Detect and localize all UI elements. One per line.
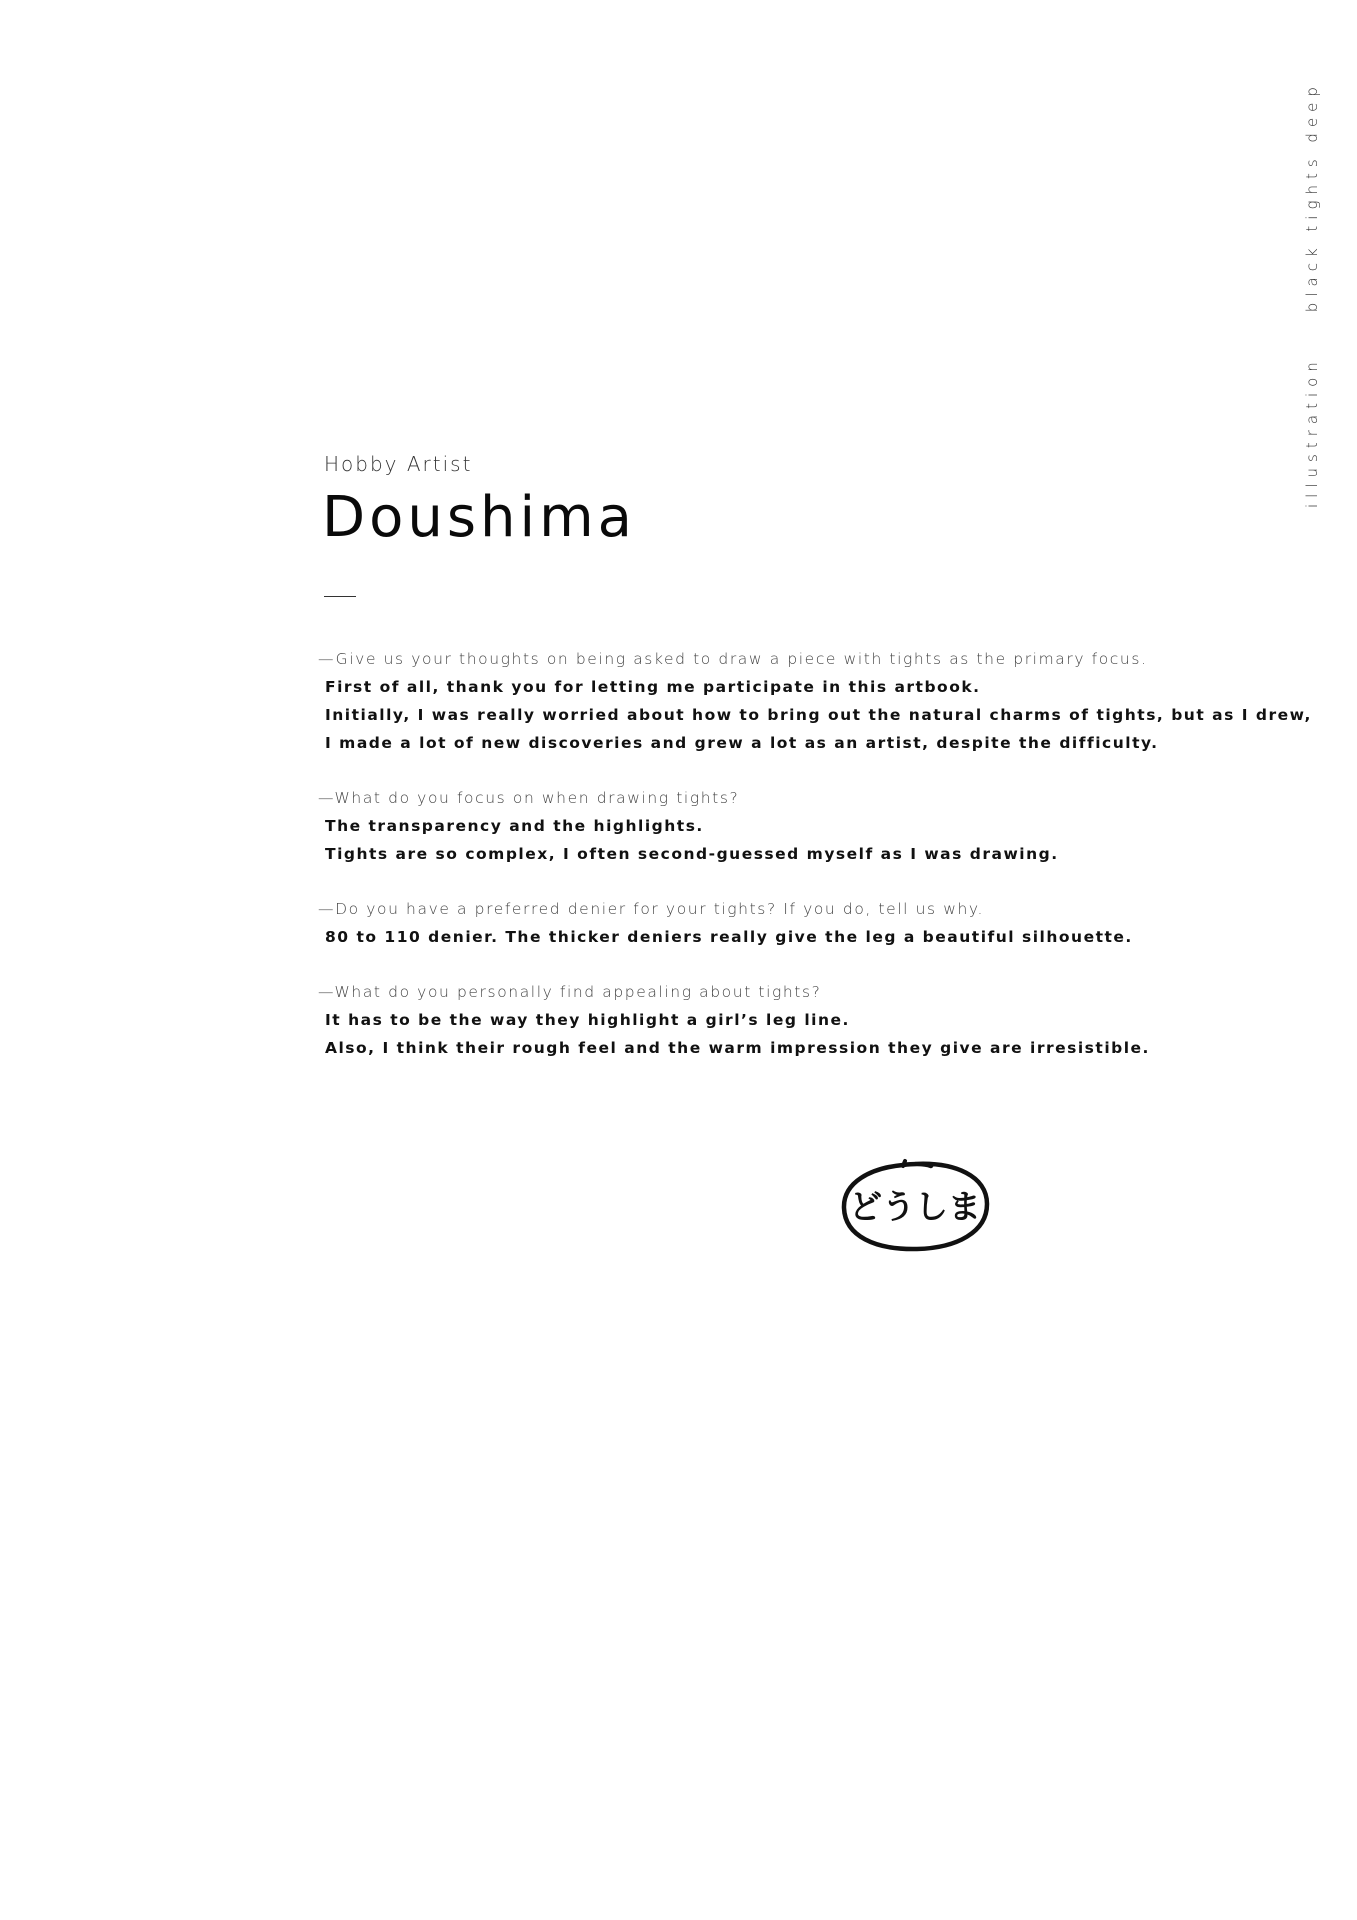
answer-line: It has to be the way they highlight a girl’s leg line.: [325, 1011, 850, 1029]
qa-block: [318, 895, 1198, 951]
qa-block: [318, 978, 1198, 1062]
artist-name: Doushima: [322, 485, 636, 550]
signature-text: どうしま: [849, 1187, 981, 1226]
question: —What do you focus on when drawing tights?: [318, 789, 740, 807]
signature: [835, 1152, 995, 1257]
artist-role: Hobby Artist: [324, 452, 473, 476]
side-label: [1300, 80, 1324, 530]
side-label-illustration: illustration: [1303, 356, 1321, 508]
interview: [318, 645, 1312, 1089]
answer-line: First of all, thank you for letting me participate in this artbook.: [325, 678, 981, 696]
answer-line: 80 to 110 denier. The thicker deniers really give the leg a beautiful silhouette.: [325, 928, 1133, 946]
question: —What do you personally find appealing about tights?: [318, 983, 822, 1001]
side-label-book-title: black tights deep: [1303, 81, 1321, 313]
answer-line: Initially, I was really worried about how to bring out the natural charms of tights, but as I drew,: [325, 706, 1312, 724]
answer-line: Tights are so complex, I often second-guessed myself as I was drawing.: [325, 845, 1059, 863]
answer-line: I made a lot of new discoveries and grew a lot as an artist, despite the difficulty.: [325, 734, 1159, 752]
qa-block: [318, 784, 1198, 868]
answer-line: The transparency and the highlights.: [325, 817, 704, 835]
title-divider: [324, 596, 356, 597]
qa-block: [318, 645, 1312, 757]
question: —Give us your thoughts on being asked to draw a piece with tights as the primary focus.: [318, 650, 1148, 668]
question: —Do you have a preferred denier for your tights? If you do, tell us why.: [318, 900, 985, 918]
answer-line: Also, I think their rough feel and the warm impression they give are irresistible.: [325, 1039, 1150, 1057]
